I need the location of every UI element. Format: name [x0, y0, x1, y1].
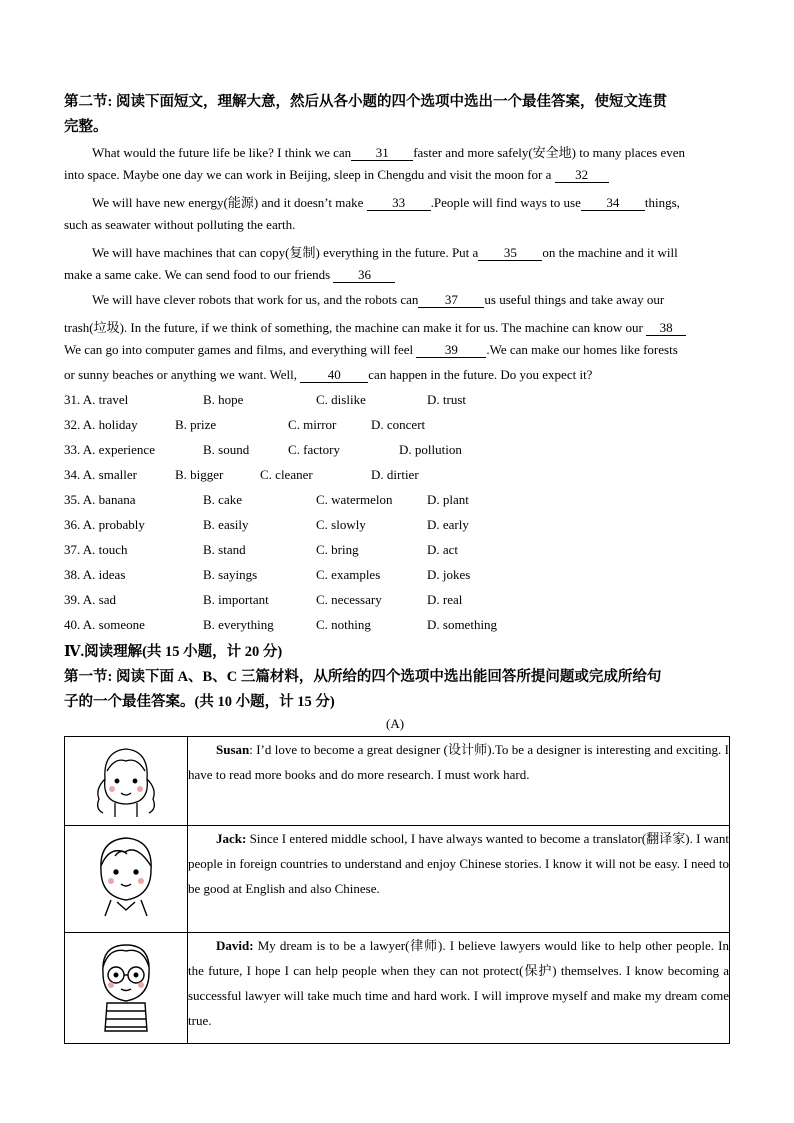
- passage-text: We will have clever robots that work for us, and the robots can: [92, 292, 419, 307]
- passage-text: .People will find ways to use: [430, 195, 581, 210]
- portrait-cell: [65, 737, 188, 826]
- option-a[interactable]: 31. A. travel: [64, 392, 129, 407]
- passage-text: make a same cake. We can send food to our friends: [64, 267, 334, 282]
- passage-text: can happen in the future. Do you expect it?: [368, 367, 593, 382]
- option-b[interactable]: B. cake: [203, 492, 242, 507]
- option-a[interactable]: 35. A. banana: [64, 492, 136, 507]
- option-b[interactable]: B. stand: [203, 542, 246, 557]
- blank-33: 33: [367, 196, 431, 211]
- person-text: Since I entered middle school, I have always wanted to become a translator(翻译家). I want people in foreign countries to understand and enjoy Chinese stories. I know it will not be easy. I need to be good at English and also Chinese.: [188, 831, 730, 896]
- option-c[interactable]: C. slowly: [316, 517, 366, 532]
- passage-text: What would the future life be like? I think we can: [92, 145, 352, 160]
- option-c[interactable]: C. examples: [316, 567, 381, 582]
- option-b[interactable]: B. prize: [175, 417, 217, 432]
- passage-text: into space. Maybe one day we can work in Beijing, sleep in Chengdu and visit the moon for a: [64, 167, 555, 182]
- option-c[interactable]: C. dislike: [316, 392, 366, 407]
- option-b[interactable]: B. easily: [203, 517, 249, 532]
- passage-line: [64, 342, 678, 358]
- blank-32: 32: [555, 168, 609, 183]
- passage-label: (A): [386, 716, 405, 731]
- passage-text: or sunny beaches or anything we want. Well,: [64, 367, 301, 382]
- blank-31: 31: [351, 146, 413, 161]
- option-c[interactable]: C. factory: [288, 442, 340, 457]
- option-a[interactable]: 37. A. touch: [64, 542, 128, 557]
- option-b[interactable]: B. bigger: [175, 467, 224, 482]
- passage-line: [64, 167, 609, 183]
- option-a[interactable]: 33. A. experience: [64, 442, 155, 457]
- passage-text: .We can make our homes like forests: [486, 342, 678, 357]
- people-table: [64, 736, 730, 1044]
- passage-line: [92, 242, 678, 261]
- option-b[interactable]: B. everything: [203, 617, 274, 632]
- option-a[interactable]: 36. A. probably: [64, 517, 145, 532]
- section2-heading-line1: 第二节: 阅读下面短文，理解大意，然后从各小题的四个选项中选出一个最佳答案，使短文连贯: [64, 94, 667, 110]
- part4-section1-line2: 子的一个最佳答案。(共 10 小题，计 15 分): [64, 694, 335, 710]
- option-a[interactable]: 32. A. holiday: [64, 417, 138, 432]
- person-name: Susan: [216, 742, 250, 757]
- passage-text: on the machine and it will: [542, 245, 678, 260]
- option-c[interactable]: C. mirror: [288, 417, 337, 432]
- option-c[interactable]: C. necessary: [316, 592, 382, 607]
- option-b[interactable]: B. sayings: [203, 567, 258, 582]
- option-c[interactable]: C. bring: [316, 542, 359, 557]
- option-c[interactable]: C. nothing: [316, 617, 371, 632]
- blank-40: 40: [300, 368, 368, 383]
- passage-line: [64, 367, 592, 383]
- section2-heading-line2: 完整。: [64, 119, 108, 135]
- person-name: Jack:: [216, 831, 247, 846]
- passage-line: [64, 317, 686, 336]
- blank-39: 39: [416, 343, 486, 358]
- portrait-cell: [65, 826, 188, 933]
- option-a[interactable]: 39. A. sad: [64, 592, 116, 607]
- option-d[interactable]: D. trust: [427, 392, 466, 407]
- passage-text: us useful things and take away our: [484, 292, 665, 307]
- blank-34: 34: [581, 196, 645, 211]
- person-entry: [188, 737, 730, 826]
- passage-text: faster and more safely(安全地) to many places even: [413, 145, 686, 160]
- person-entry: [188, 826, 730, 933]
- blank-36: 36: [333, 268, 395, 283]
- passage-text: We can go into computer games and films, and everything will feel: [64, 342, 417, 357]
- table-row: [65, 737, 730, 826]
- passage-line: such as seawater without polluting the earth.: [64, 217, 296, 232]
- option-d[interactable]: D. real: [427, 592, 463, 607]
- option-b[interactable]: B. hope: [203, 392, 244, 407]
- option-c[interactable]: C. watermelon: [316, 492, 393, 507]
- option-d[interactable]: D. plant: [427, 492, 469, 507]
- option-d[interactable]: D. early: [427, 517, 469, 532]
- passage-text: trash(垃圾). In the future, if we think of something, the machine can make it for us. The machine can know our: [64, 320, 647, 335]
- separator: :: [249, 742, 257, 757]
- portrait-cell: [65, 933, 188, 1044]
- passage-line: [92, 292, 664, 308]
- girl-portrait-icon: [65, 737, 187, 820]
- option-d[interactable]: D. concert: [371, 417, 426, 432]
- passage-line: [64, 267, 395, 283]
- option-d[interactable]: D. dirtier: [371, 467, 419, 482]
- passage-text: We will have new energy(能源) and it doesn’t make: [92, 195, 367, 210]
- option-a[interactable]: 40. A. someone: [64, 617, 145, 632]
- passage-line: [92, 142, 685, 161]
- option-d[interactable]: D. act: [427, 542, 459, 557]
- blank-38: 38: [646, 321, 686, 336]
- blank-35: 35: [478, 246, 542, 261]
- option-d[interactable]: D. something: [427, 617, 498, 632]
- passage-text: things,: [644, 195, 680, 210]
- boy-portrait-icon: [65, 826, 187, 927]
- passage-line: [92, 192, 680, 211]
- table-row: [65, 933, 730, 1044]
- person-name: David:: [216, 938, 254, 953]
- option-d[interactable]: D. pollution: [399, 442, 462, 457]
- option-a[interactable]: 34. A. smaller: [64, 467, 137, 482]
- table-row: [65, 826, 730, 933]
- option-b[interactable]: B. sound: [203, 442, 250, 457]
- option-a[interactable]: 38. A. ideas: [64, 567, 126, 582]
- blank-37: 37: [418, 293, 484, 308]
- part4-title: Ⅳ.阅读理解(共 15 小题，计 20 分): [64, 644, 283, 660]
- option-b[interactable]: B. important: [203, 592, 269, 607]
- person-text: My dream is to be a lawyer(律师). I believe lawyers would like to help other people. In the future, I hope I can help people when they can not protect(保护) themselves. I know becoming a successful lawyer will take much time and hard work. I will improve myself and make my dream come true.: [188, 938, 729, 1028]
- person-entry: [188, 933, 730, 1044]
- option-d[interactable]: D. jokes: [427, 567, 471, 582]
- boy-glasses-portrait-icon: [65, 933, 187, 1038]
- option-c[interactable]: C. cleaner: [260, 467, 313, 482]
- person-text: I’d love to become a great designer (设计师).To be a designer is interesting and exciting. I have to read more books and do more research. I must work hard.: [188, 742, 729, 782]
- part4-section1-line1: 第一节: 阅读下面 A、B、C 三篇材料，从所给的四个选项中选出能回答所提问题或完成所给句: [64, 669, 662, 685]
- passage-text: We will have machines that can copy(复制) everything in the future. Put a: [92, 245, 479, 260]
